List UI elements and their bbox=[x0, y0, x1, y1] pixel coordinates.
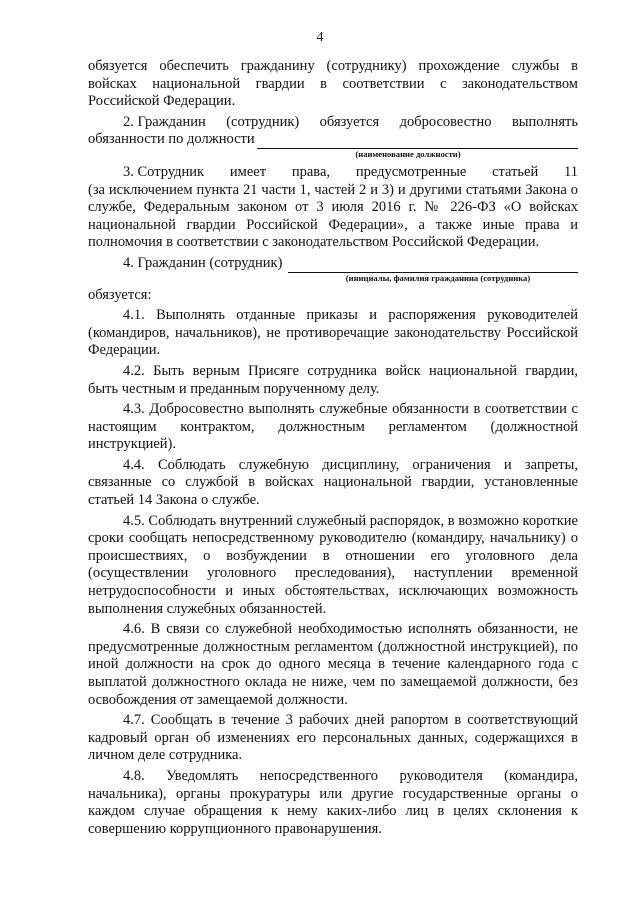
word: 11 bbox=[564, 163, 578, 180]
paragraph-2-line-2 bbox=[88, 131, 578, 149]
position-label: обязанности по должности bbox=[88, 131, 255, 148]
citizen-label: 4. Гражданин (сотрудник) bbox=[123, 254, 283, 271]
paragraph-4-line bbox=[88, 255, 578, 273]
page-number: 4 bbox=[316, 30, 324, 45]
clause-4-3: 4.3. Добросовестно выполнять служебные обязанности в соответствии с настоящим контрактом, должностным регламентом (должностной инструкцией). bbox=[88, 401, 578, 453]
citizen-name-blank-line bbox=[288, 260, 578, 273]
obliges-text: обязуется: bbox=[88, 286, 152, 303]
clause-4-8: 4.8. Уведомлять непосредственного руководителя (командира, начальника), органы прокуратуры или другие государственные органы о каждом случае обращения к нему каких-либо лиц в целях склонения к совершению коррупционного правонарушения. bbox=[88, 767, 578, 837]
word: имеет bbox=[229, 163, 267, 180]
clause-4-1: 4.1. Выполнять отданные приказы и распоряжения руководителей (командиров, начальников), не противоречащие законодательству Российской Федерации. bbox=[88, 307, 578, 359]
clause-4-6: 4.6. В связи со служебной необходимостью исполнять обязанности, не предусмотренные должностным регламентом (должностной инструкцией), по иной должности на срок до одного месяца в течение календарного года с выплатой должностного оклада не ниже, чем по замещаемой должности, без освобождения от замещаемой должности. bbox=[88, 621, 578, 708]
word: предусмотренные bbox=[355, 163, 467, 180]
clause-4-4: 4.4. Соблюдать служебную дисциплину, ограничения и запреты, связанные со службой в войсках национальной гвардии, установленные статьей 14 Закона о службе. bbox=[88, 456, 578, 509]
citizen-caption: (инициалы, фамилия гражданина (сотрудника) bbox=[345, 272, 531, 283]
intro-paragraph: обязуется обеспечить гражданину (сотруднику) прохождение службы в войсках национальной гвардии в соответствии с законодательством Российской Федерации. bbox=[88, 58, 578, 110]
word: 2. Гражданин bbox=[123, 113, 206, 130]
word: (сотрудник) bbox=[226, 113, 300, 130]
word: добросовестно bbox=[399, 113, 492, 130]
word: 3. Сотрудник bbox=[123, 163, 205, 180]
clause-4-5: 4.5. Соблюдать внутренний служебный распорядок, в возможно короткие сроки сообщать непосредственному руководителю (командиру, начальнику) о происшествиях, о возбуждении в отношении его уголовного дела (осуществлении уголовного преследования), наступлении временной нетрудоспособности и иных обстоятельствах, исключающих возможность выполнения служебных обязанностей. bbox=[88, 512, 578, 617]
word: обязуется bbox=[319, 113, 380, 130]
word: права, bbox=[291, 163, 331, 180]
position-blank-line bbox=[257, 136, 578, 149]
word: выполнять bbox=[511, 113, 578, 130]
word: статьей bbox=[492, 163, 539, 180]
paragraph-3-line-1 bbox=[88, 164, 578, 182]
paragraph-3-text: (за исключением пункта 21 части 1, частей 2 и 3) и другими статьями Закона о службе, Федеральным законом от 3 июля 2016 г. № 226-ФЗ «О войсках национальной гвардии Российской Федерации», а также иные права и полномочия в соответствии с законодательством Российской Федерации. bbox=[88, 181, 578, 251]
paragraph-2-line-1 bbox=[88, 114, 578, 132]
document-body bbox=[88, 58, 578, 841]
clause-4-7: 4.7. Сообщать в течение 3 рабочих дней рапортом в соответствующий кадровый орган об изменениях его персональных данных, содержащихся в личном деле сотрудника. bbox=[88, 712, 578, 764]
position-caption: (наименование должности) bbox=[355, 148, 461, 159]
clause-4-2: 4.2. Быть верным Присяге сотрудника войск национальной гвардии, быть честным и преданным порученному делу. bbox=[88, 362, 578, 397]
